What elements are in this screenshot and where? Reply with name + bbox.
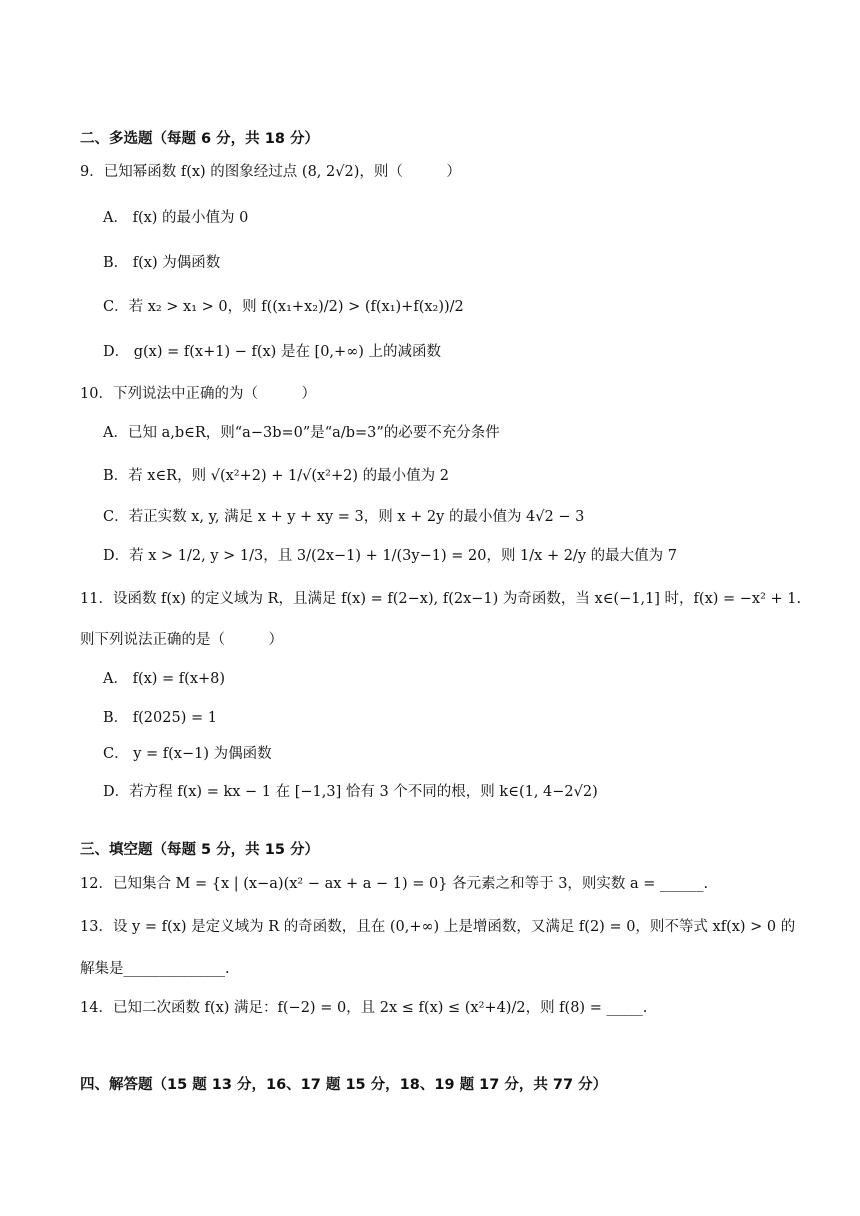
question-9-option-a: A． f(x) 的最小值为 0: [103, 210, 249, 226]
section-heading-multiple-choice: 二、多选题（每题 6 分，共 18 分）: [80, 131, 319, 147]
question-10-option-a: A．已知 a,b∈R，则“a−3b=0”是“a/b=3”的必要不充分条件: [103, 425, 500, 441]
question-11-stem-line-2: 则下列说法正确的是（ ）: [80, 632, 283, 648]
section-heading-solutions: 四、解答题（15 题 13 分，16、17 题 15 分，18、19 题 17 分，共 77 分）: [80, 1077, 608, 1093]
section-heading-fill-in: 三、填空题（每题 5 分，共 15 分）: [80, 842, 319, 858]
question-10-option-c: C．若正实数 x, y, 满足 x + y + xy = 3，则 x + 2y 的最小值为 4√2 − 3: [103, 509, 585, 525]
question-10-option-b: B．若 x∈R，则 √(x²+2) + 1/√(x²+2) 的最小值为 2: [103, 468, 449, 484]
question-13-line-1: 13．设 y = f(x) 是定义域为 R 的奇函数，且在 (0,+∞) 上是增函数，又满足 f(2) = 0，则不等式 xf(x) > 0 的: [80, 919, 796, 935]
question-11-option-c: C． y = f(x−1) 为偶函数: [103, 746, 272, 762]
question-11-stem-line-1: 11．设函数 f(x) 的定义域为 R，且满足 f(x) = f(2−x), f(2x−1) 为奇函数，当 x∈(−1,1] 时，f(x) = −x² + 1.: [80, 591, 802, 607]
question-9-option-b: B． f(x) 为偶函数: [103, 255, 221, 271]
question-14: 14．已知二次函数 f(x) 满足：f(−2) = 0，且 2x ≤ f(x) ≤ (x²+4)/2，则 f(8) = _____.: [80, 1000, 648, 1016]
question-10-option-d: D．若 x > 1/2, y > 1/3，且 3/(2x−1) + 1/(3y−1) = 20，则 1/x + 2/y 的最大值为 7: [103, 548, 677, 564]
question-11-option-b: B． f(2025) = 1: [103, 710, 217, 726]
question-9-option-d: D． g(x) = f(x+1) − f(x) 是在 [0,+∞) 上的减函数: [103, 344, 442, 360]
question-11-option-d: D．若方程 f(x) = kx − 1 在 [−1,3] 恰有 3 个不同的根，则 k∈(1, 4−2√2): [103, 784, 598, 800]
question-10-stem: 10．下列说法中正确的为（ ）: [80, 386, 316, 402]
question-11-option-a: A． f(x) = f(x+8): [103, 671, 226, 687]
question-9-option-c: C．若 x₂ > x₁ > 0，则 f((x₁+x₂)/2) > (f(x₁)+f(x₂))/2: [103, 299, 464, 315]
question-12: 12．已知集合 M = {x | (x−a)(x² − ax + a − 1) = 0} 各元素之和等于 3，则实数 a = ______.: [80, 876, 709, 892]
question-13-line-2: 解集是______________.: [80, 961, 230, 977]
question-9-stem: 9．已知幂函数 f(x) 的图象经过点 (8, 2√2)，则（ ）: [80, 164, 461, 180]
